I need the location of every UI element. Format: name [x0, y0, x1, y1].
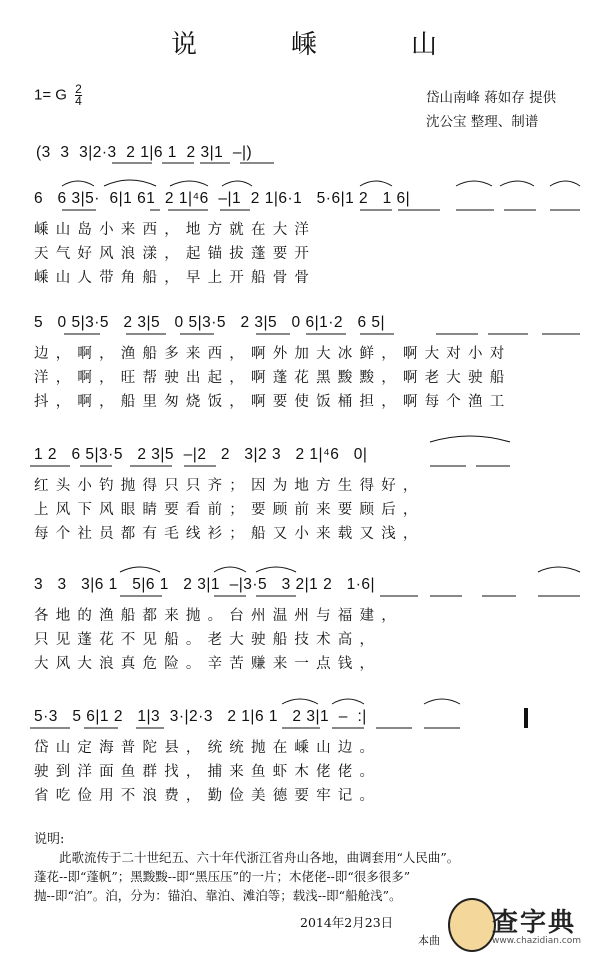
- footer-fragment: 本曲: [418, 934, 440, 947]
- intro-notation: (3 3 3|2·3 2 1|6 1 2 3|1 –|): [36, 144, 253, 161]
- system-1-notes: 6 6 3|5· 6|1 61 2 1|⁴6 –|1 2 1|6·1 5·6|1 2 1 6|: [34, 190, 411, 207]
- slur: [550, 181, 580, 186]
- mascot-icon: [448, 898, 496, 952]
- slur: [170, 181, 208, 186]
- system-1-lyric-verse-3: 嵊山人带角船，早上开船骨骨: [34, 270, 317, 286]
- system-2-notes: 5 0 5|3·5 2 3|5 0 5|3·5 2 3|5 0 6|1·2 6 5|: [34, 314, 386, 331]
- notes-line-1: 此歌流传于二十世纪五、六十年代浙江省舟山各地，曲调套用“人民曲”。: [34, 850, 460, 865]
- system-4-lyric-verse-1: 各地的渔船都来抛。台州温州与福建，: [34, 608, 403, 624]
- slur: [120, 567, 160, 572]
- system-5-lyric-verse-2: 驶到洋面鱼群找，捕来鱼虾木佬佬。: [34, 764, 382, 780]
- key-label: 1= G: [34, 86, 67, 104]
- date: 2014年2月23日: [300, 915, 394, 930]
- slur: [104, 180, 156, 186]
- system-2-lyric-verse-3: 抖，啊，船里匆烧饭，啊要使饭桶担，啊每个渔工: [34, 394, 512, 410]
- system-1-lyric-verse-2: 天气好风浪漾，起锚拔蓬要开: [34, 246, 317, 262]
- slur: [424, 699, 460, 704]
- slur: [500, 181, 534, 186]
- system-5-lyric-verse-3: 省吃俭用不浪费，勤俭美德要牢记。: [34, 788, 382, 804]
- system-4-lyric-verse-3: 大风大浪真危险。辛苦赚来一点钱，: [34, 656, 382, 672]
- system-1-lyric-verse-1: 嵊山岛小来西，地方就在大洋: [34, 222, 317, 238]
- system-3-lyric-verse-2: 上风下风眼睛要看前；要顾前来要顾后，: [34, 502, 425, 518]
- system-5-lyric-verse-1: 岱山定海普陀县，统统抛在嵊山边。: [34, 740, 382, 756]
- system-3-lyric-verse-3: 每个社员都有毛线衫；船又小来载又浅，: [34, 526, 425, 542]
- watermark-name: 查字典: [492, 908, 577, 938]
- system-3-lyric-verse-1: 红头小钓抛得只只齐；因为地方生得好，: [34, 478, 425, 494]
- time-top: 2: [75, 82, 82, 96]
- system-3-notes: 1 2 6 5|3·5 2 3|5 –|2 2 3|2 3 2 1|⁴6 0|: [34, 446, 368, 463]
- credit-arranger: 沈公宝 整理、制谱: [426, 114, 539, 130]
- notes-line-3: 抛--即“泊”。泊，分为：锚泊、靠泊、滩泊等；载浅--即“船舱浅”。: [34, 888, 402, 903]
- system-4-notes: 3 3 3|6 1 5|6 1 2 3|1 –|3·5 3 2|1 2 1·6|: [34, 576, 376, 593]
- song-title: 说 嵊 山: [170, 30, 471, 60]
- slur: [282, 699, 318, 704]
- final-barline: [524, 708, 528, 728]
- time-bottom: 4: [75, 94, 82, 108]
- notes-line-2: 蓬花--即“蓬帆”；黑黢黢--即“黑压压”的一片；木佬佬--即“很多很多”: [34, 869, 411, 884]
- system-2-lyric-verse-2: 洋，啊，旺帮驶出起，啊蓬花黑黢黢，啊老大驶船: [34, 370, 512, 386]
- slur: [222, 181, 252, 186]
- watermark-url: www.chazidian.com: [492, 936, 582, 946]
- slur: [256, 567, 296, 572]
- system-4-lyric-verse-2: 只见蓬花不见船。老大驶船技术高，: [34, 632, 382, 648]
- slur: [214, 567, 246, 572]
- system-5-notes: 5·3 5 6|1 2 1|3 3·|2·3 2 1|6 1 2 3|1 – :|: [34, 708, 367, 725]
- system-2-lyric-verse-1: 边，啊，渔船多来西，啊外加大冰鲜，啊大对小对: [34, 346, 512, 362]
- slur: [538, 567, 580, 572]
- watermark-logo: [440, 890, 608, 955]
- slur: [456, 181, 492, 186]
- credit-provider: 岱山南峰 蒋如存 提供: [426, 90, 557, 106]
- slur: [332, 699, 364, 704]
- slur: [62, 181, 94, 186]
- notes-heading: 说明:: [34, 832, 65, 847]
- slur: [430, 436, 510, 442]
- slur: [360, 181, 392, 186]
